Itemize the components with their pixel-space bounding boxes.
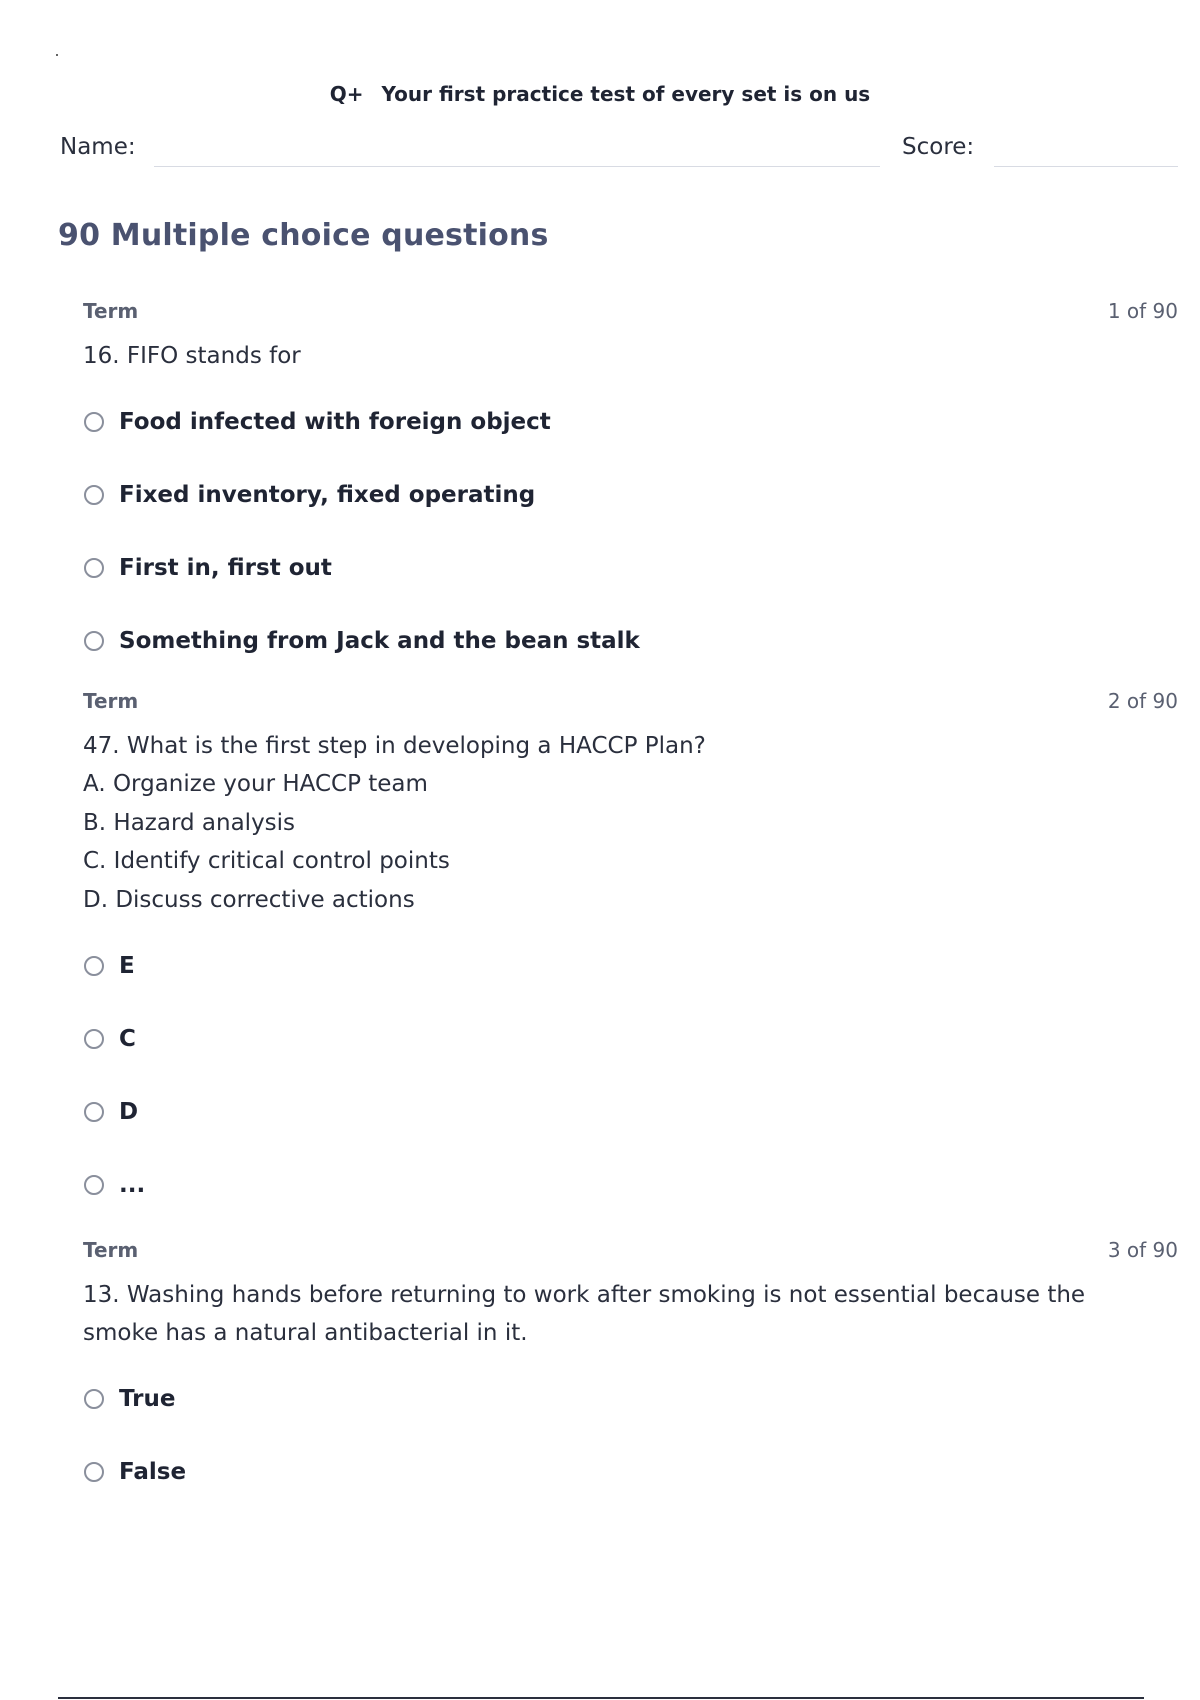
choice-line: B. Hazard analysis xyxy=(83,809,296,836)
answer-option[interactable] xyxy=(83,385,1178,458)
question-header xyxy=(83,1238,1178,1262)
promo-text: Your first practice test of every set is on us xyxy=(381,82,871,106)
question-counter: 3 of 90 xyxy=(1107,1238,1178,1262)
question-prompt: 16. FIFO stands for xyxy=(83,343,301,369)
answer-label: First in, first out xyxy=(119,554,332,581)
answer-options xyxy=(83,1362,1178,1508)
radio-button[interactable] xyxy=(84,485,104,505)
score-field[interactable] xyxy=(994,166,1178,167)
radio-button[interactable] xyxy=(84,1175,104,1195)
answer-option[interactable] xyxy=(83,1148,1178,1221)
term-label: Term xyxy=(83,1238,139,1262)
answer-option[interactable] xyxy=(83,1435,1178,1508)
question-counter: 1 of 90 xyxy=(1107,299,1178,323)
term-label: Term xyxy=(83,299,139,323)
question-prompt: 13. Washing hands before returning to work after smoking is not essential because the smoke has a natural antibacterial in it. xyxy=(83,1282,1086,1346)
answer-option[interactable] xyxy=(83,1362,1178,1435)
radio-button[interactable] xyxy=(84,1389,104,1409)
radio-button[interactable] xyxy=(84,558,104,578)
choice-line: D. Discuss corrective actions xyxy=(83,886,415,913)
answer-label: C xyxy=(119,1025,136,1052)
question-header xyxy=(83,299,1178,323)
footer-divider xyxy=(58,1697,1144,1699)
question-card xyxy=(83,299,1178,677)
answer-label: Fixed inventory, fixed operating xyxy=(119,481,536,508)
answer-options xyxy=(83,929,1178,1221)
term-label: Term xyxy=(83,689,139,713)
stray-dot xyxy=(56,54,58,56)
choice-line: A. Organize your HACCP team xyxy=(83,771,428,797)
promo-banner xyxy=(0,82,1200,106)
answer-label: E xyxy=(119,952,135,979)
radio-button[interactable] xyxy=(84,1029,104,1049)
radio-button[interactable] xyxy=(84,412,104,432)
answer-label: False xyxy=(119,1458,187,1485)
question-counter: 2 of 90 xyxy=(1107,689,1178,713)
name-score-row xyxy=(60,134,1178,174)
answer-option[interactable] xyxy=(83,458,1178,531)
answer-label: Something from Jack and the bean stalk xyxy=(119,627,640,654)
answer-option[interactable] xyxy=(83,604,1178,677)
answer-label: True xyxy=(119,1385,176,1412)
question-card xyxy=(83,689,1178,1221)
question-header xyxy=(83,689,1178,713)
answer-option[interactable] xyxy=(83,1002,1178,1075)
answer-label: ... xyxy=(119,1171,146,1198)
radio-button[interactable] xyxy=(84,1102,104,1122)
name-field[interactable] xyxy=(154,166,880,167)
radio-button[interactable] xyxy=(84,631,104,651)
score-label: Score: xyxy=(902,134,975,160)
choice-line: C. Identify critical control points xyxy=(83,848,450,874)
question-prompt: 47. What is the first step in developing a HACCP Plan? xyxy=(83,733,706,759)
name-label: Name: xyxy=(60,134,136,160)
radio-button[interactable] xyxy=(84,1462,104,1482)
quizlet-plus-icon: Q+ xyxy=(329,82,364,106)
radio-button[interactable] xyxy=(84,956,104,976)
question-card xyxy=(83,1238,1178,1508)
section-title: 90 Multiple choice questions xyxy=(58,218,549,253)
question-choices-text xyxy=(83,765,1178,919)
answer-label: D xyxy=(119,1098,139,1125)
answer-label: Food infected with foreign object xyxy=(119,408,551,435)
answer-option[interactable] xyxy=(83,1075,1178,1148)
answer-option[interactable] xyxy=(83,531,1178,604)
answer-option[interactable] xyxy=(83,929,1178,1002)
answer-options xyxy=(83,385,1178,677)
